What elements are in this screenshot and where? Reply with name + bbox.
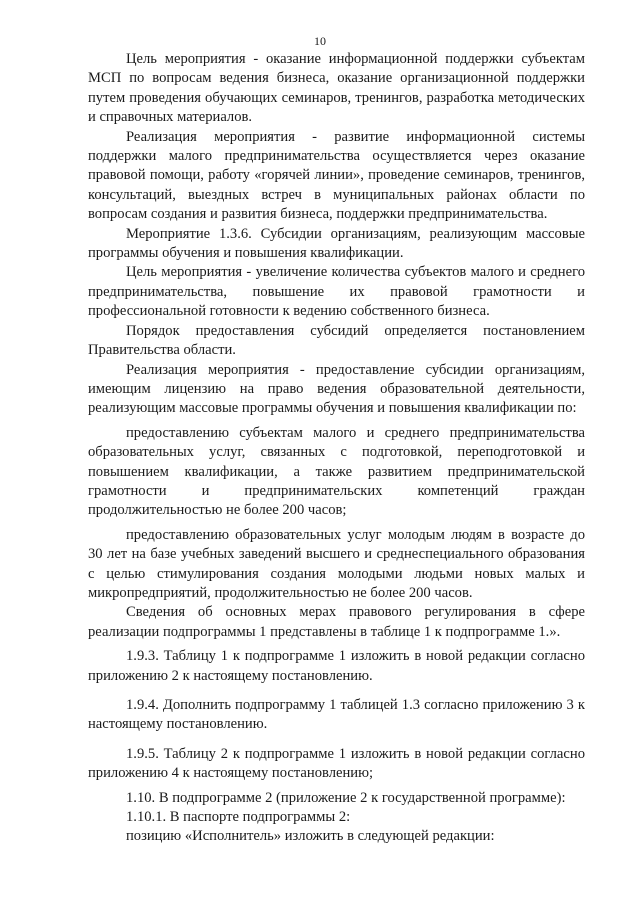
paragraph-1-9-4: 1.9.4. Дополнить подпрограмму 1 таблицей 1.3 согласно приложению 3 к настоящему постановлению. <box>88 697 585 733</box>
paragraph-legal-regulation: Сведения об основных мерах правового регулирования в сфере реализации подпрограммы 1 представлены в таблице 1 к подпрограмме 1.». <box>88 604 585 640</box>
paragraph-event-implementation-info: Реализация мероприятия - развитие информационной системы поддержки малого предпринимательства осуществляется через оказание правовой помощи, работу «горячей линии», проведение семинаров, тренингов, консультаций, выездных встреч в муниципальных районах области по вопросам создания и развития бизнеса, поддержки предпринимательства. <box>88 128 585 223</box>
paragraph-1-10: 1.10. В подпрограмме 2 (приложение 2 к государственной программе): <box>126 789 566 806</box>
paragraph-event-goal-training: Цель мероприятия - увеличение количества субъектов малого и среднего предпринимательства, повышение их правовой грамотности и профессиональной готовности к ведению собственного бизнеса. <box>88 264 585 320</box>
paragraph-list-item-smb: предоставлению субъектам малого и среднего предпринимательства образовательных услуг, связанных с подготовкой, переподготовкой и повышением квалификации, а также развитием предпринимательской грамотности и предпринимательских компетенций граждан продолжительностью не более 200 часов; <box>88 424 585 519</box>
paragraph-1-9-3: 1.9.3. Таблицу 1 к подпрограмме 1 изложить в новой редакции согласно приложению 2 к настоящему постановлению. <box>88 648 585 684</box>
page-number: 10 <box>314 34 326 48</box>
paragraph-executor-position: позицию «Исполнитель» изложить в следующей редакции: <box>126 828 495 845</box>
paragraph-event-implementation-subsidy: Реализация мероприятия - предоставление субсидии организациям, имеющим лицензию на право ведения образовательной деятельности, реализующим массовые программы обучения и повышения квалификации по: <box>88 361 585 417</box>
paragraph-event-1-3-6-title: Мероприятие 1.3.6. Субсидии организациям, реализующим массовые программы обучения и повышения квалификации. <box>88 225 585 262</box>
paragraph-1-10-1: 1.10.1. В паспорте подпрограммы 2: <box>126 809 351 826</box>
document-body <box>88 50 585 847</box>
paragraph-subsidy-procedure: Порядок предоставления субсидий определяется постановлением Правительства области. <box>88 322 585 359</box>
paragraph-event-goal-info: Цель мероприятия - оказание информационной поддержки субъектам МСП по вопросам ведения бизнеса, оказание организационной поддержки путем проведения обучающих семинаров, тренингов, разработка методических и справочных материалов. <box>88 51 585 126</box>
paragraph-1-9-5: 1.9.5. Таблицу 2 к подпрограмме 1 изложить в новой редакции согласно приложению 4 к настоящему постановлению; <box>88 745 585 782</box>
paragraph-list-item-youth: предоставлению образовательных услуг молодым людям в возрасте до 30 лет на базе учебных заведений высшего и среднеспециального образования с целью стимулирования создания молодыми людьми новых малых и микропредприятий, продолжительностью не более 200 часов. <box>88 526 585 601</box>
